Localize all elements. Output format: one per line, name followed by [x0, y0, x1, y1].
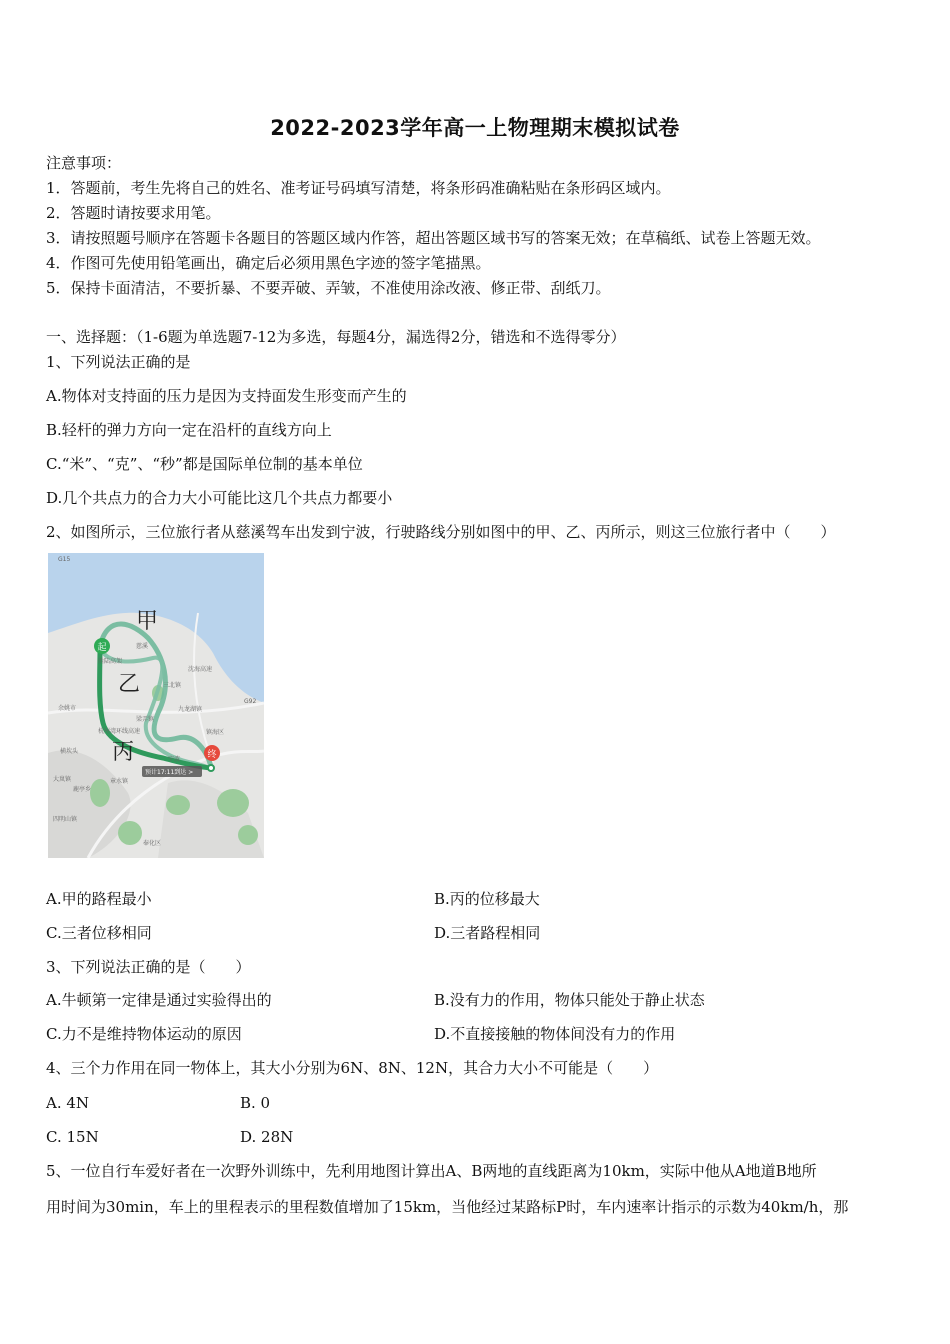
- route-label-yi: 乙: [118, 672, 141, 697]
- map-label: 章水镇: [110, 778, 129, 785]
- q2-option-a: A.甲的路程最小: [46, 890, 152, 908]
- q4-option-b: B. 0: [240, 1094, 271, 1112]
- q3-option-b: B.没有力的作用，物体只能处于静止状态: [434, 991, 705, 1009]
- q3-stem: 3、下列说法正确的是（ ）: [46, 958, 251, 976]
- q4-option-a: A. 4N: [46, 1094, 90, 1112]
- route-map: [48, 553, 264, 858]
- map-start-marker: 起: [97, 643, 107, 653]
- q1-option-b: B.轻杆的弹力方向一定在沿杆的直线方向上: [46, 421, 332, 439]
- exam-title: 2022-2023学年高一上物理期末模拟试卷: [270, 116, 680, 140]
- map-label: 横坎头: [60, 748, 79, 755]
- map-label: 沈海高速: [188, 666, 213, 673]
- route-label-jia: 甲: [136, 609, 159, 634]
- notice-item-2: 2．答题时请按要求用笔。: [46, 204, 221, 222]
- map-label: 梁弄镇: [136, 716, 155, 723]
- map-label: 慈溪: [136, 643, 149, 650]
- q2-stem: 2、如图所示，三位旅行者从慈溪驾车出发到宁波，行驶路线分别如图中的甲、乙、丙所示，则这三位旅行者中（ ）: [46, 523, 836, 541]
- notice-item-1: 1．答题前，考生先将自己的姓名、准考证号码填写清楚，将条形码准确粘贴在条形码区域内。: [46, 179, 671, 197]
- map-label: 三北镇: [163, 682, 182, 689]
- notice-item-4: 4．作图可先使用铅笔画出，确定后必须用黑色字迹的签字笔描黑。: [46, 254, 491, 272]
- map-label: 宁波: [168, 756, 181, 763]
- q1-option-d: D.几个共点力的合力大小可能比这几个共点力都要小: [46, 489, 393, 507]
- q4-option-d: D. 28N: [240, 1128, 294, 1146]
- map-label: G15: [58, 556, 71, 563]
- q1-option-a: A.物体对支持面的压力是因为支持面发生形变而产生的: [46, 387, 407, 405]
- q4-option-c: C. 15N: [46, 1128, 99, 1146]
- q4-stem: 4、三个力作用在同一物体上，其大小分别为6N、8N、12N，其合力大小不可能是（ ）: [46, 1059, 659, 1077]
- notice-heading: 注意事项：: [46, 154, 122, 172]
- notice-item-3: 3．请按照题号顺序在答题卡各题目的答题区域内作答，超出答题区域书写的答案无效；在草稿纸、试卷上答题无效。: [46, 229, 821, 247]
- map-eta-label: 预计17:11到达 >: [145, 769, 194, 776]
- map-label: 奉化区: [143, 840, 162, 847]
- map-label: 余姚市: [58, 705, 77, 712]
- q2-option-b: B.丙的位移最大: [434, 890, 540, 908]
- map-label: G92: [244, 698, 257, 705]
- q5-line-1: 5、一位自行车爱好者在一次野外训练中，先利用地图计算出A、B两地的直线距离为10km，实际中他从A地道B地所: [46, 1162, 817, 1180]
- q3-option-c: C.力不是维持物体运动的原因: [46, 1025, 242, 1043]
- q3-option-a: A.牛顿第一定律是通过实验得出的: [46, 991, 272, 1009]
- route-label-bing: 丙: [112, 740, 135, 765]
- map-label: 镇海区: [206, 729, 225, 736]
- q1-option-c: C.“米”、“克”、“秒”都是国际单位制的基本单位: [46, 455, 363, 473]
- map-end-marker: 终: [207, 750, 217, 760]
- map-label: 杭州湾环线高速: [98, 728, 141, 735]
- q2-option-d: D.三者路程相同: [434, 924, 541, 942]
- map-label: 九龙湖镇: [178, 706, 203, 713]
- section-heading: 一、选择题：（1-6题为单选题7-12为多选，每题4分，漏选得2分，错选和不选得零分）: [46, 328, 626, 346]
- map-label: 鹿亭乡: [73, 786, 92, 793]
- q3-option-d: D.不直接接触的物体间没有力的作用: [434, 1025, 676, 1043]
- map-label: 胜陆高架: [98, 658, 123, 665]
- q2-option-c: C.三者位移相同: [46, 924, 152, 942]
- map-label: 四明山镇: [53, 816, 78, 823]
- notice-item-5: 5．保持卡面清洁，不要折暴、不要弄破、弄皱，不准使用涂改液、修正带、刮纸刀。: [46, 279, 611, 297]
- q1-stem: 1、下列说法正确的是: [46, 353, 191, 371]
- q5-line-2: 用时间为30min，车上的里程表示的里程数值增加了15km，当他经过某路标P时，车内速率计指示的示数为40km/h，那: [46, 1198, 849, 1216]
- map-label: 大岚镇: [53, 776, 72, 783]
